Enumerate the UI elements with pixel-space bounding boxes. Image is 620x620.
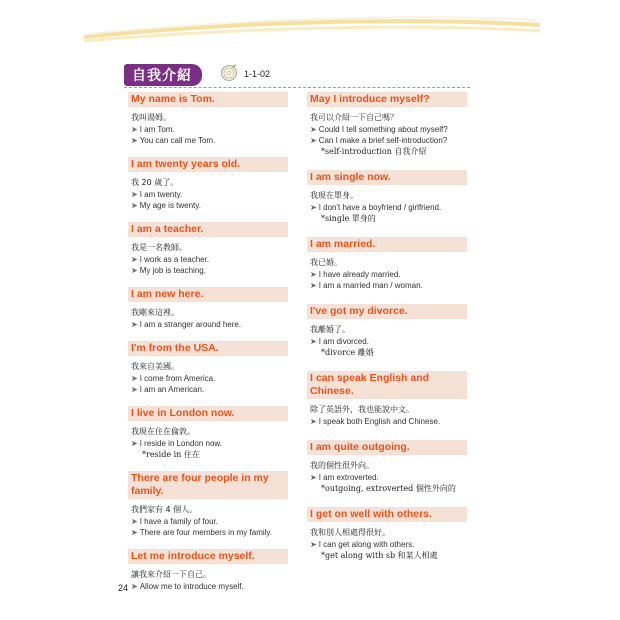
example-sentence [131,254,288,265]
example-text: I speak both English and Chinese. [318,417,441,426]
chinese-translation: 我已婚。 [310,258,342,267]
example-text: Can I make a brief self-introduction? [318,136,448,145]
phrase-entry [128,549,288,592]
vocabulary-note: *outgoing, extroverted 個性外向的 [321,484,456,493]
example-sentence [131,319,288,330]
chinese-translation: 我 20 歲了。 [131,178,179,187]
phrase-heading: Let me introduce myself. [128,549,288,564]
chinese-translation: 我來自美國。 [131,362,179,371]
phrase-entry [307,371,467,427]
example-text: I am twenty. [139,190,183,199]
vocabulary-note: *get along with sb 和某人相處 [321,551,438,560]
phrase-entry [307,440,467,494]
example-sentence [310,472,467,483]
phrase-entry [128,222,288,276]
example-sentence [131,135,288,146]
chinese-translation: 我現在單身。 [310,191,358,200]
example-text: Could I tell something about myself? [318,125,448,134]
arrow-bullet-icon: ➤ [310,125,317,134]
phrase-entry [307,170,467,224]
chinese-translation: 讓我來介紹一下自己。 [131,570,211,579]
example-sentence [131,516,288,527]
example-sentence [131,200,288,211]
phrase-heading: I am quite outgoing. [307,440,467,455]
phrase-heading: I am a teacher. [128,222,288,237]
example-text: I am a married man / woman. [318,281,423,290]
example-sentence [131,438,288,449]
phrase-heading: May I introduce myself? [307,92,467,107]
example-sentence [310,269,467,280]
page-number: 24 [118,583,129,593]
arrow-bullet-icon: ➤ [131,439,138,448]
decorative-swoosh [0,0,620,60]
example-sentence [310,202,467,213]
example-text: I don't have a boyfriend / girlfriend. [318,203,442,212]
phrase-heading: I can speak English and Chinese. [307,371,467,399]
example-sentence [310,280,467,291]
example-text: My job is teaching. [139,266,206,275]
example-text: I have already married. [318,270,401,279]
chinese-translation: 我是一名教師。 [131,243,187,252]
example-sentence [131,189,288,200]
arrow-bullet-icon: ➤ [131,266,138,275]
phrase-heading: I am married. [307,237,467,252]
example-sentence [131,581,288,592]
phrase-heading: I get on well with others. [307,507,467,522]
vocabulary-note: *single 單身的 [321,214,376,223]
example-sentence [310,539,467,550]
example-text: You can call me Tom. [139,136,216,145]
arrow-bullet-icon: ➤ [131,201,138,210]
title-divider [124,87,470,88]
vocabulary-note: *reside in 住在 [142,450,200,459]
chinese-translation: 我的個性很外向。 [310,461,374,470]
example-sentence [310,135,467,146]
example-text: I reside in London now. [139,439,222,448]
example-sentence [310,416,467,427]
chinese-translation: 我離婚了。 [310,325,350,334]
phrase-heading: I am new here. [128,287,288,302]
arrow-bullet-icon: ➤ [131,528,138,537]
example-sentence [131,373,288,384]
chinese-translation: 我可以介紹一下自己嗎？ [310,113,398,122]
arrow-bullet-icon: ➤ [131,320,138,329]
phrase-heading: I'm from the USA. [128,341,288,356]
example-sentence [131,124,288,135]
example-sentence [131,384,288,395]
example-text: I am Tom. [139,125,175,134]
left-column [128,92,288,603]
arrow-bullet-icon: ➤ [131,517,138,526]
phrase-entry [128,471,288,538]
vocabulary-note: *self-introduction 自我介紹 [321,147,427,156]
example-text: Allow me to introduce myself. [139,582,244,591]
phrase-entry [128,92,288,146]
phrase-heading: My name is Tom. [128,92,288,107]
arrow-bullet-icon: ➤ [310,270,317,279]
phrase-entry [307,507,467,561]
example-text: I work as a teacher. [139,255,210,264]
phrase-entry [128,287,288,330]
arrow-bullet-icon: ➤ [131,374,138,383]
phrase-heading: I live in London now. [128,406,288,421]
example-sentence [310,336,467,347]
example-text: I am a stranger around here. [139,320,242,329]
phrase-heading: I am single now. [307,170,467,185]
phrase-entry [128,406,288,460]
chinese-translation: 我們家有 4 個人。 [131,505,198,514]
phrase-heading: There are four people in my family. [128,471,288,499]
chinese-translation: 我現在住在倫敦。 [131,427,195,436]
example-text: I am extroverted. [318,473,379,482]
section-title: 自我介紹 [124,64,202,86]
audio-track-number: 1-1-02 [244,69,271,79]
phrase-entry [128,157,288,211]
example-text: There are four members in my family. [139,528,273,537]
arrow-bullet-icon: ➤ [131,190,138,199]
phrase-heading: I've got my divorce. [307,304,467,319]
chinese-translation: 我剛來這裡。 [131,308,179,317]
arrow-bullet-icon: ➤ [131,136,138,145]
chinese-translation: 我和別人相處得很好。 [310,528,390,537]
example-text: I am divorced. [318,337,369,346]
phrase-entry [307,92,467,157]
arrow-bullet-icon: ➤ [310,203,317,212]
arrow-bullet-icon: ➤ [310,136,317,145]
phrase-entry [128,341,288,395]
example-text: I can get along with others. [318,540,415,549]
section-header [124,64,470,86]
arrow-bullet-icon: ➤ [310,337,317,346]
phrase-heading: I am twenty years old. [128,157,288,172]
example-sentence [310,124,467,135]
arrow-bullet-icon: ➤ [310,281,317,290]
arrow-bullet-icon: ➤ [131,385,138,394]
phrase-entry [307,237,467,291]
phrase-entry [307,304,467,358]
example-sentence [131,527,288,538]
chinese-translation: 我叫湯姆。 [131,113,171,122]
example-sentence [131,265,288,276]
chinese-translation: 除了英語外，我也能說中文。 [310,405,414,414]
arrow-bullet-icon: ➤ [310,417,317,426]
arrow-bullet-icon: ➤ [310,473,317,482]
example-text: I have a family of four. [139,517,218,526]
arrow-bullet-icon: ➤ [131,582,138,591]
cd-audio-icon[interactable] [220,64,238,82]
example-text: My age is twenty. [139,201,201,210]
vocabulary-note: *divorce 離婚 [321,348,374,357]
arrow-bullet-icon: ➤ [310,540,317,549]
arrow-bullet-icon: ➤ [131,125,138,134]
example-text: I come from America. [139,374,216,383]
right-column [307,92,467,574]
arrow-bullet-icon: ➤ [131,255,138,264]
example-text: I am an American. [139,385,205,394]
